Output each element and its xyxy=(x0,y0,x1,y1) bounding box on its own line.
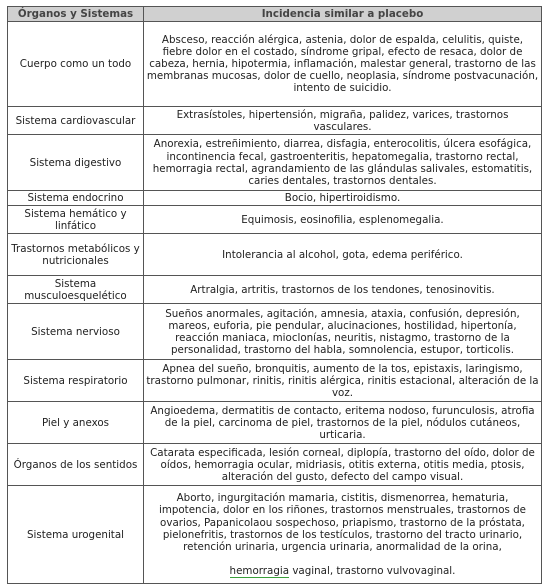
effects-cell: Intolerancia al alcohol, gota, edema periférico. xyxy=(144,234,542,276)
organ-cell: Piel y anexos xyxy=(8,402,144,444)
organ-cell: Sistema musculoesquelético xyxy=(8,276,144,304)
table-row xyxy=(8,135,542,191)
effects-text: Aborto, ingurgitación mamaria, cistitis, dismenorrea, hematuria, impotencia, dolor en los riñones, trastornos menstruales, trastornos de ovarios, Papanicolaou sospechoso, priapismo, trastorno de la próstata, pielonefritis, trastornos de los testículos, trastorno del tracto urinario, retención urinaria, urgencia urinaria, anormalidad de la orina, xyxy=(158,492,527,553)
organ-cell: Sistema cardiovascular xyxy=(8,107,144,135)
header-organs-systems: Órganos y Sistemas xyxy=(8,7,144,22)
effects-cell xyxy=(144,486,542,584)
table-row xyxy=(8,206,542,234)
organ-cell: Sistema nervioso xyxy=(8,304,144,360)
effects-cell: Absceso, reacción alérgica, astenia, dolor de espalda, celulitis, quiste, fiebre dolor en el costado, síndrome gripal, efecto de resaca, dolor de cabeza, hernia, hipotermia, inflamación, malestar general, trastorno de las membranas mucosas, dolor de cuello, neoplasia, síndrome postvacunación, intento de suicidio. xyxy=(144,22,542,107)
table-row xyxy=(8,360,542,402)
table-row xyxy=(8,402,542,444)
table-row xyxy=(8,107,542,135)
placebo-incidence-table xyxy=(7,6,542,584)
effects-text-rest: vaginal, trastorno vulvovaginal. xyxy=(289,564,456,577)
table-row xyxy=(8,191,542,206)
table-row xyxy=(8,304,542,360)
organ-cell: Sistema respiratorio xyxy=(8,360,144,402)
table-row xyxy=(8,486,542,584)
organ-cell: Sistema hemático y linfático xyxy=(8,206,144,234)
organ-cell: Órganos de los sentidos xyxy=(8,444,144,486)
effects-cell: Artralgia, artritis, trastornos de los tendones, tenosinovitis. xyxy=(144,276,542,304)
table-row xyxy=(8,22,542,107)
effects-cell: Sueños anormales, agitación, amnesia, ataxia, confusión, depresión, mareos, euforia, pie pendular, alucinaciones, hostilidad, hipertonía, reacción maniaca, mioclonías, neuritis, nistagmo, trastorno de la personalidad, trastorno del habla, somnolencia, estupor, torticolis. xyxy=(144,304,542,360)
spellcheck-underlined-word: hemorragia xyxy=(229,564,290,577)
table-header-row xyxy=(8,7,542,22)
effects-cell: Equimosis, eosinofilia, esplenomegalia. xyxy=(144,206,542,234)
organ-cell: Sistema digestivo xyxy=(8,135,144,191)
organ-cell: Sistema endocrino xyxy=(8,191,144,206)
organ-cell: Sistema urogenital xyxy=(8,486,144,584)
effects-cell: Extrasístoles, hipertensión, migraña, palidez, varices, trastornos vasculares. xyxy=(144,107,542,135)
table-row xyxy=(8,444,542,486)
effects-cell: Catarata especificada, lesión corneal, diplopía, trastorno del oído, dolor de oídos, hemorragia ocular, midriasis, otitis externa, otitis media, ptosis, alteración del gusto, defecto del campo visual. xyxy=(144,444,542,486)
organ-cell: Trastornos metabólicos y nutricionales xyxy=(8,234,144,276)
table-row xyxy=(8,234,542,276)
header-incidence: Incidencia similar a placebo xyxy=(144,7,542,22)
effects-cell: Bocio, hipertiroidismo. xyxy=(144,191,542,206)
effects-cell: Angioedema, dermatitis de contacto, eritema nodoso, furunculosis, atrofia de la piel, carcinoma de piel, trastornos de la piel, nódulos cutáneos, urticaria. xyxy=(144,402,542,444)
effects-cell: Anorexia, estreñimiento, diarrea, disfagia, enterocolitis, úlcera esofágica, incontinencia fecal, gastroenteritis, hepatomegalia, trastorno rectal, hemorragia rectal, agrandamiento de las glándulas salivales, estomatitis, caries dentales, trastornos dentales. xyxy=(144,135,542,191)
effects-cell: Apnea del sueño, bronquitis, aumento de la tos, epistaxis, laringismo, trastorno pulmonar, rinitis, rinitis alérgica, rinitis estacional, alteración de la voz. xyxy=(144,360,542,402)
table-row xyxy=(8,276,542,304)
organ-cell: Cuerpo como un todo xyxy=(8,22,144,107)
